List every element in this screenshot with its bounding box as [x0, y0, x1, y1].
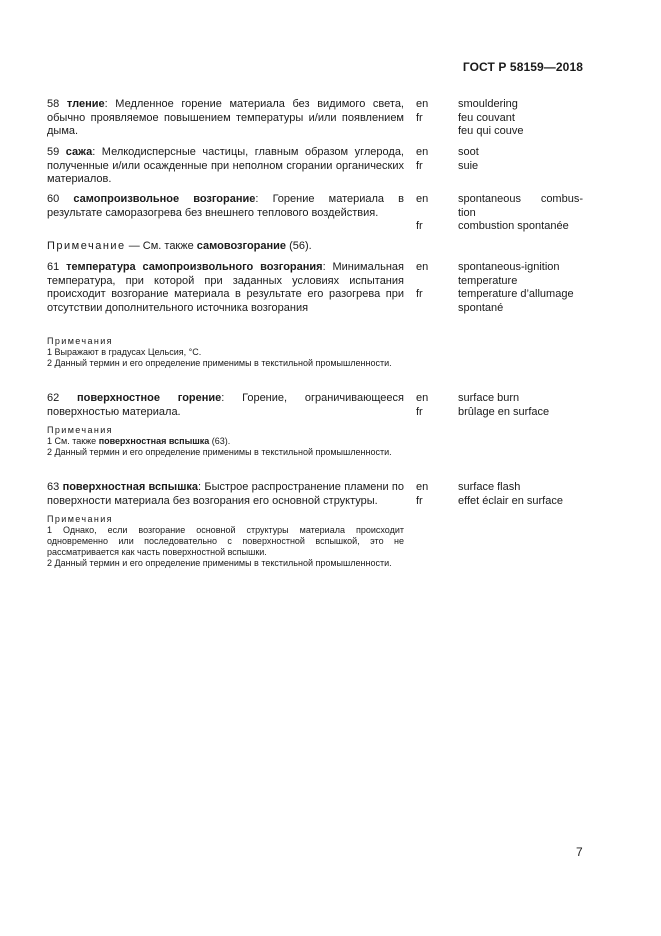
page-number: 7	[576, 845, 583, 859]
term-definition: 59 сажа: Мелкодисперсные частицы, главным образом углерода, полученные и/или осажденные при неполном сгорании органических материалов.	[47, 146, 404, 185]
language-codes: en fr	[416, 193, 429, 232]
note-label: Примечание	[47, 240, 126, 252]
translations: surface burn brûlage en surface	[458, 392, 550, 418]
translations: spontaneous combus- tion combustion spontanée	[458, 193, 583, 232]
term-name: поверхностное горение	[77, 392, 222, 404]
term-definition: 60 самопроизвольное возгорание: Горение материала в результате саморазогрева без внешнего теплового воздействия.	[47, 193, 404, 219]
term-name: самопроизвольное возгорание	[73, 193, 256, 205]
term-name: сажа	[65, 146, 93, 158]
term-entry-61	[47, 261, 595, 315]
term-name: тление	[66, 98, 105, 110]
term-entry-59	[47, 146, 595, 187]
notes-62: Примечания 1 См. также поверхностная вспышка (63). 2 Данный термин и его определение применимы в текстильной промышленности.	[47, 425, 404, 458]
language-codes: en fr	[416, 261, 429, 300]
term-definition: 58 тление: Медленное горение материала без видимого света, обычно проявляемое повышением температуры и/или появлением дыма.	[47, 98, 404, 137]
notes-title: Примечания	[47, 514, 113, 524]
note-60: Примечание — См. также самовозгорание (56).	[47, 240, 312, 252]
note-reference: поверхностная вспышка	[98, 436, 210, 446]
term-entry-58	[47, 98, 595, 139]
term-definition: 62 поверхностное горение: Горение, ограничивающееся поверхностью материала.	[47, 392, 404, 418]
term-definition: 63 поверхностная вспышка: Быстрое распространение пламени по поверхности материала без возгорания его основной структуры.	[47, 481, 404, 507]
notes-61: Примечания 1 Выражают в градусах Цельсия, °С. 2 Данный термин и его определение применимы в текстильной промышленности.	[47, 336, 404, 369]
notes-title: Примечания	[47, 336, 113, 346]
language-codes: en fr	[416, 98, 429, 124]
language-codes: en fr	[416, 392, 429, 418]
term-name: поверхностная вспышка	[62, 481, 198, 493]
term-entry-60	[47, 193, 595, 234]
notes-title: Примечания	[47, 425, 113, 435]
term-name: температура самопроизвольного возгорания	[66, 261, 323, 273]
standard-header: ГОСТ Р 58159—2018	[462, 60, 583, 74]
note-reference: самовозгорание	[196, 240, 287, 252]
language-codes: en fr	[416, 481, 429, 507]
language-codes: en fr	[416, 146, 429, 172]
term-definition: 61 температура самопроизвольного возгорания: Минимальная температура, при которой при заданных условиях испытания происходит возгорание материала в результате его разогрева при отсутствии дополнительного источника возгорания	[47, 261, 404, 314]
translations: soot suie	[458, 146, 479, 172]
notes-63: Примечания 1 Однако, если возгорание основной структуры материала происходит одновременно или последовательно с поверхностной вспышкой, это не рассматривается как часть поверхностной вспышки. 2 Данный термин и его определение применимы в текстильной промышленности.	[47, 514, 404, 568]
term-entry-63	[47, 481, 595, 508]
translations: spontaneous-ignition temperature temperature d’allumage spontané	[458, 261, 574, 314]
term-entry-62	[47, 392, 595, 419]
translations: surface flash effet éclair en surface	[458, 481, 563, 507]
translations: smouldering feu couvant feu qui couve	[458, 98, 524, 137]
